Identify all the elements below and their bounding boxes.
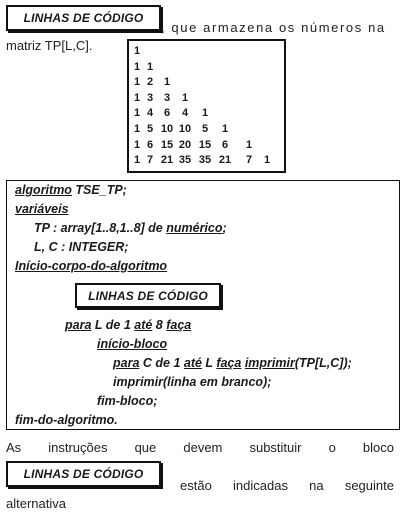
- algorithm-line-block-start: início-bloco: [97, 337, 168, 351]
- matrix-cell: 4: [146, 107, 154, 120]
- matrix-cell: 1: [133, 154, 141, 167]
- algorithm-line-body-start: Início-corpo-do-algoritmo: [15, 259, 168, 273]
- code-block-label-box: [6, 5, 161, 31]
- word: o: [328, 440, 336, 455]
- algorithm-box: [6, 180, 400, 430]
- matrix-cell: 1: [221, 123, 229, 135]
- word: na: [309, 478, 324, 493]
- word: bloco: [362, 440, 394, 455]
- word: devem: [183, 440, 223, 455]
- matrix-cell: 6: [221, 138, 229, 151]
- algorithm-line-end: fim-do-algoritmo.: [15, 413, 118, 427]
- word: instruções: [48, 440, 108, 455]
- matrix-cell: 3: [163, 91, 171, 104]
- intro-text-line1: , que armazena os números na: [161, 20, 386, 35]
- algorithm-line-outer-loop: para L de 1 até 8 faça: [65, 318, 192, 332]
- code-block-label: LINHAS DE CÓDIGO: [88, 288, 208, 303]
- outro-text-line3: alternativa: [6, 496, 66, 511]
- matrix-cell: 7: [245, 154, 253, 167]
- matrix-cell: 1: [133, 91, 141, 104]
- algorithm-line-variables: variáveis: [15, 202, 69, 216]
- matrix-cell: 15: [160, 138, 174, 151]
- outro-text-line1: [6, 440, 394, 455]
- code-block-label-box-bottom: [6, 461, 161, 487]
- matrix-cell: 1: [133, 123, 141, 135]
- matrix-cell: 1: [181, 91, 189, 104]
- matrix-cell: 1: [263, 154, 271, 167]
- matrix-cell: 1: [133, 60, 141, 73]
- matrix-cell: 35: [178, 154, 192, 167]
- matrix-cell: 1: [245, 138, 253, 151]
- algorithm-line-lc-declaration: L, C : INTEGER;: [34, 240, 129, 254]
- algorithm-line-inner-loop: para C de 1 até L faça imprimir(TP[L,C]);: [113, 356, 352, 370]
- code-block-label: LINHAS DE CÓDIGO: [23, 11, 144, 25]
- matrix-cell: 5: [146, 123, 154, 135]
- matrix-cell: 1: [146, 60, 154, 73]
- matrix-cell: 10: [160, 123, 174, 135]
- code-block-label: LINHAS DE CÓDIGO: [23, 467, 144, 481]
- matrix-cell: 1: [133, 107, 141, 120]
- matrix-cell: 21: [160, 154, 174, 167]
- algorithm-line-header: algoritmo TSE_TP;: [15, 183, 127, 197]
- word: seguinte: [344, 478, 394, 493]
- matrix-table: [127, 39, 286, 173]
- matrix-cell: 2: [146, 76, 154, 89]
- matrix-cell: 5: [201, 123, 209, 135]
- matrix-cell: 6: [163, 107, 171, 120]
- intro-text-line2: matriz TP[L,C].: [6, 38, 93, 53]
- word: As: [6, 440, 22, 455]
- matrix-cell: 1: [133, 138, 141, 151]
- matrix-cell: 1: [163, 76, 171, 89]
- code-block-label-box-inner: [75, 283, 221, 308]
- matrix-cell: 4: [181, 107, 189, 120]
- word: indicadas: [233, 478, 288, 493]
- word: estão: [180, 478, 212, 493]
- matrix-cell: 1: [133, 45, 141, 57]
- word: que: [134, 440, 157, 455]
- matrix-cell: 10: [178, 123, 192, 135]
- matrix-cell: 3: [146, 91, 154, 104]
- algorithm-line-block-end: fim-bloco;: [97, 394, 158, 408]
- matrix-cell: 6: [146, 138, 154, 151]
- algorithm-line-print-blank: imprimir(linha em branco);: [113, 375, 272, 389]
- outro-text-line2: [180, 478, 394, 493]
- algorithm-line-tp-declaration: TP : array[1..8,1..8] de numérico;: [34, 221, 227, 235]
- matrix-cell: 15: [198, 138, 212, 151]
- matrix-cell: 1: [201, 107, 209, 120]
- matrix-cell: 21: [218, 154, 232, 167]
- word: substituir: [249, 440, 302, 455]
- matrix-cell: 20: [178, 138, 192, 151]
- matrix-cell: 1: [133, 76, 141, 89]
- matrix-cell: 7: [146, 154, 154, 167]
- matrix-cell: 35: [198, 154, 212, 167]
